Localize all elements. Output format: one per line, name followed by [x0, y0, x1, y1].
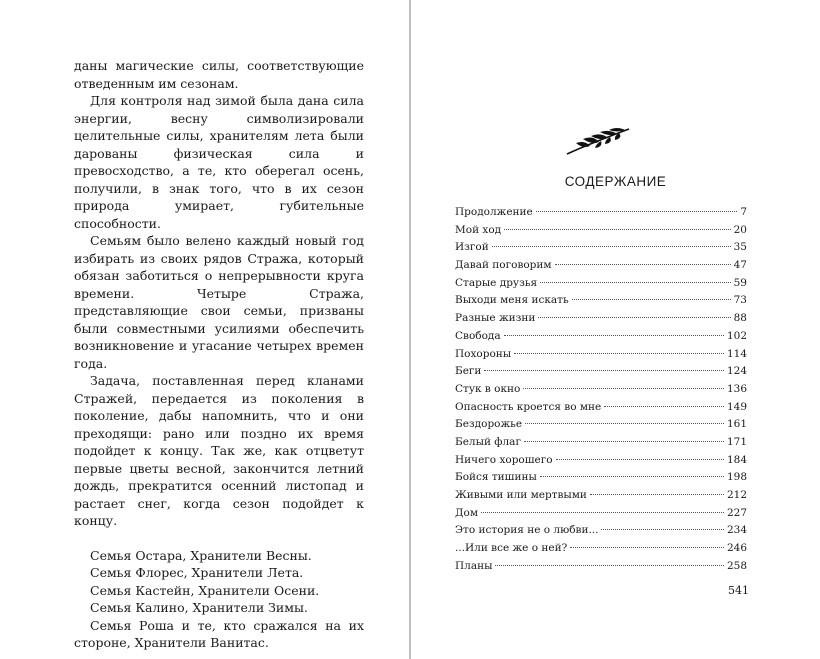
toc-entry-page: 114 [726, 347, 747, 360]
toc-entry[interactable] [455, 452, 747, 470]
dot-leader [555, 264, 731, 265]
dot-leader [540, 282, 730, 283]
toc-entry[interactable] [455, 558, 747, 576]
toc-entry-page: 246 [726, 542, 747, 555]
dot-leader [572, 299, 731, 300]
toc-entry-page: 7 [740, 206, 747, 218]
toc-entry-page: 20 [733, 223, 747, 236]
toc-entry-page: 227 [726, 506, 747, 519]
dot-leader [538, 317, 730, 318]
toc-entry-page: 88 [733, 312, 747, 325]
toc-entry-page: 161 [726, 418, 747, 431]
toc-entry-page: 234 [726, 524, 747, 537]
dot-leader [536, 211, 738, 212]
toc-entry[interactable] [455, 328, 747, 346]
dot-leader [590, 494, 724, 495]
page-number: 541 [728, 584, 749, 597]
dot-leader [601, 529, 723, 530]
family-line: Семья Роша и те, кто сражался на их стороне, Хранители Ванитас. [74, 617, 364, 650]
toc-entry-page: 171 [726, 435, 747, 448]
toc-entry-title: Похороны [455, 347, 512, 360]
toc-entry-page: 59 [733, 276, 747, 289]
body-text [74, 57, 364, 652]
paragraph: даны магические силы, соответствующие отведенным им сезонам. [74, 58, 364, 91]
dot-leader [492, 246, 731, 247]
toc-entry[interactable] [455, 487, 747, 505]
toc-entry[interactable] [455, 346, 747, 364]
dot-leader [556, 459, 724, 460]
toc-entry-page: 184 [726, 453, 747, 466]
toc-entry-title: Живыми или мертвыми [455, 489, 587, 501]
dot-leader [604, 406, 724, 407]
toc-entry[interactable] [455, 522, 747, 540]
toc-entry-page: 258 [726, 559, 747, 572]
toc-entry-title: Свобода [455, 329, 501, 342]
toc-entry-page: 102 [726, 329, 747, 342]
laurel-branch-icon [565, 126, 631, 156]
toc-entry-title: Изгой [455, 241, 489, 254]
dot-leader [514, 353, 724, 354]
toc-entry[interactable] [455, 292, 747, 310]
toc-entry-title: Бойся тишины [455, 471, 537, 484]
toc-entry-title: Выходи меня искать [455, 294, 569, 307]
toc-entry-title: Ничего хорошего [455, 453, 553, 466]
dot-leader [495, 565, 724, 566]
toc-entry[interactable] [455, 222, 747, 240]
toc-title: СОДЕРЖАНИЕ [564, 174, 667, 189]
toc-entry[interactable] [455, 381, 747, 399]
toc-entry-title: Разные жизни [455, 312, 536, 325]
toc-entry-title: Мой ход [455, 223, 502, 236]
toc-entry-page: 47 [733, 259, 747, 272]
toc-entry[interactable] [455, 310, 747, 328]
dot-leader [523, 388, 724, 389]
dot-leader [525, 423, 724, 424]
dot-leader [504, 229, 731, 230]
dot-leader [481, 512, 724, 513]
paragraph: Для контроля над зимой была дана сила энергии, весну символизировали целительные силы, хранителям лета были дарованы физическая сила и превосходство, а те, кто оберегал осень, получили, в знак того, что в их сезон природа умирает, губительные способности. [74, 93, 364, 231]
toc-entry[interactable] [455, 363, 747, 381]
toc-entry-page: 212 [726, 489, 747, 501]
table-of-contents [455, 204, 747, 575]
toc-entry-page: 136 [726, 382, 747, 395]
toc-entry[interactable] [455, 275, 747, 293]
toc-entry-title: Опасность кроется во мне [455, 400, 602, 413]
toc-entry-page: 73 [733, 294, 747, 307]
family-list [74, 547, 364, 652]
toc-entry-title: Давай поговорим [455, 259, 552, 272]
paragraph: Задача, поставленная перед кланами Стражей, передается из поколения в поколение, дабы напомнить, что и они преходящи: рано или поздно их время подойдет к концу. Так же, как отцветут первые цветы весной, закончится летний дождь, прекратится осенний листопад и растает снег, когда сезон подойдет к концу. [74, 373, 364, 528]
toc-entry[interactable] [455, 204, 747, 222]
family-line: Семья Остара, Хранители Весны. [90, 547, 312, 563]
toc-entry[interactable] [455, 399, 747, 417]
toc-entry[interactable] [455, 505, 747, 523]
dot-leader [504, 335, 724, 336]
toc-entry-title: Планы [455, 559, 493, 572]
toc-entry-title: Продолжение [455, 206, 533, 218]
dot-leader [570, 547, 724, 548]
dot-leader [484, 370, 724, 371]
toc-entry-page: 198 [726, 471, 747, 484]
toc-entry[interactable] [455, 239, 747, 257]
toc-entry-title: Дом [455, 506, 479, 519]
toc-entry-page: 35 [733, 241, 747, 254]
toc-entry-title: Бездорожье [455, 418, 523, 431]
toc-entry-title: Беги [455, 365, 482, 378]
dot-leader [524, 441, 724, 442]
family-line: Семья Флорес, Хранители Лета. [90, 565, 304, 580]
toc-entry-title: Это история не о любви... [455, 524, 599, 537]
toc-entry-title: Стук в окно [455, 382, 521, 395]
toc-entry-page: 124 [726, 365, 747, 378]
paragraph: Семьям было велено каждый новый год избирать из своих рядов Стража, который обязан заботиться о непрерывности круга времени. Четыре Стража, представляющие свои семьи, призваны были совместными усилиями обеспечить возникновение и угасание четырех времен года. [74, 233, 364, 371]
toc-entry[interactable] [455, 416, 747, 434]
family-line: Семья Кастейн, Хранители Осени. [90, 582, 320, 598]
toc-entry-title: Белый флаг [455, 435, 521, 448]
toc-entry[interactable] [455, 540, 747, 558]
toc-entry[interactable] [455, 469, 747, 487]
toc-entry-title: ...Или все же о ней? [455, 542, 568, 555]
toc-entry-title: Старые друзья [455, 276, 538, 289]
toc-entry[interactable] [455, 257, 747, 275]
toc-entry-page: 149 [726, 400, 747, 413]
dot-leader [540, 476, 724, 477]
toc-entry[interactable] [455, 434, 747, 452]
family-line: Семья Калино, Хранители Зимы. [90, 600, 308, 615]
